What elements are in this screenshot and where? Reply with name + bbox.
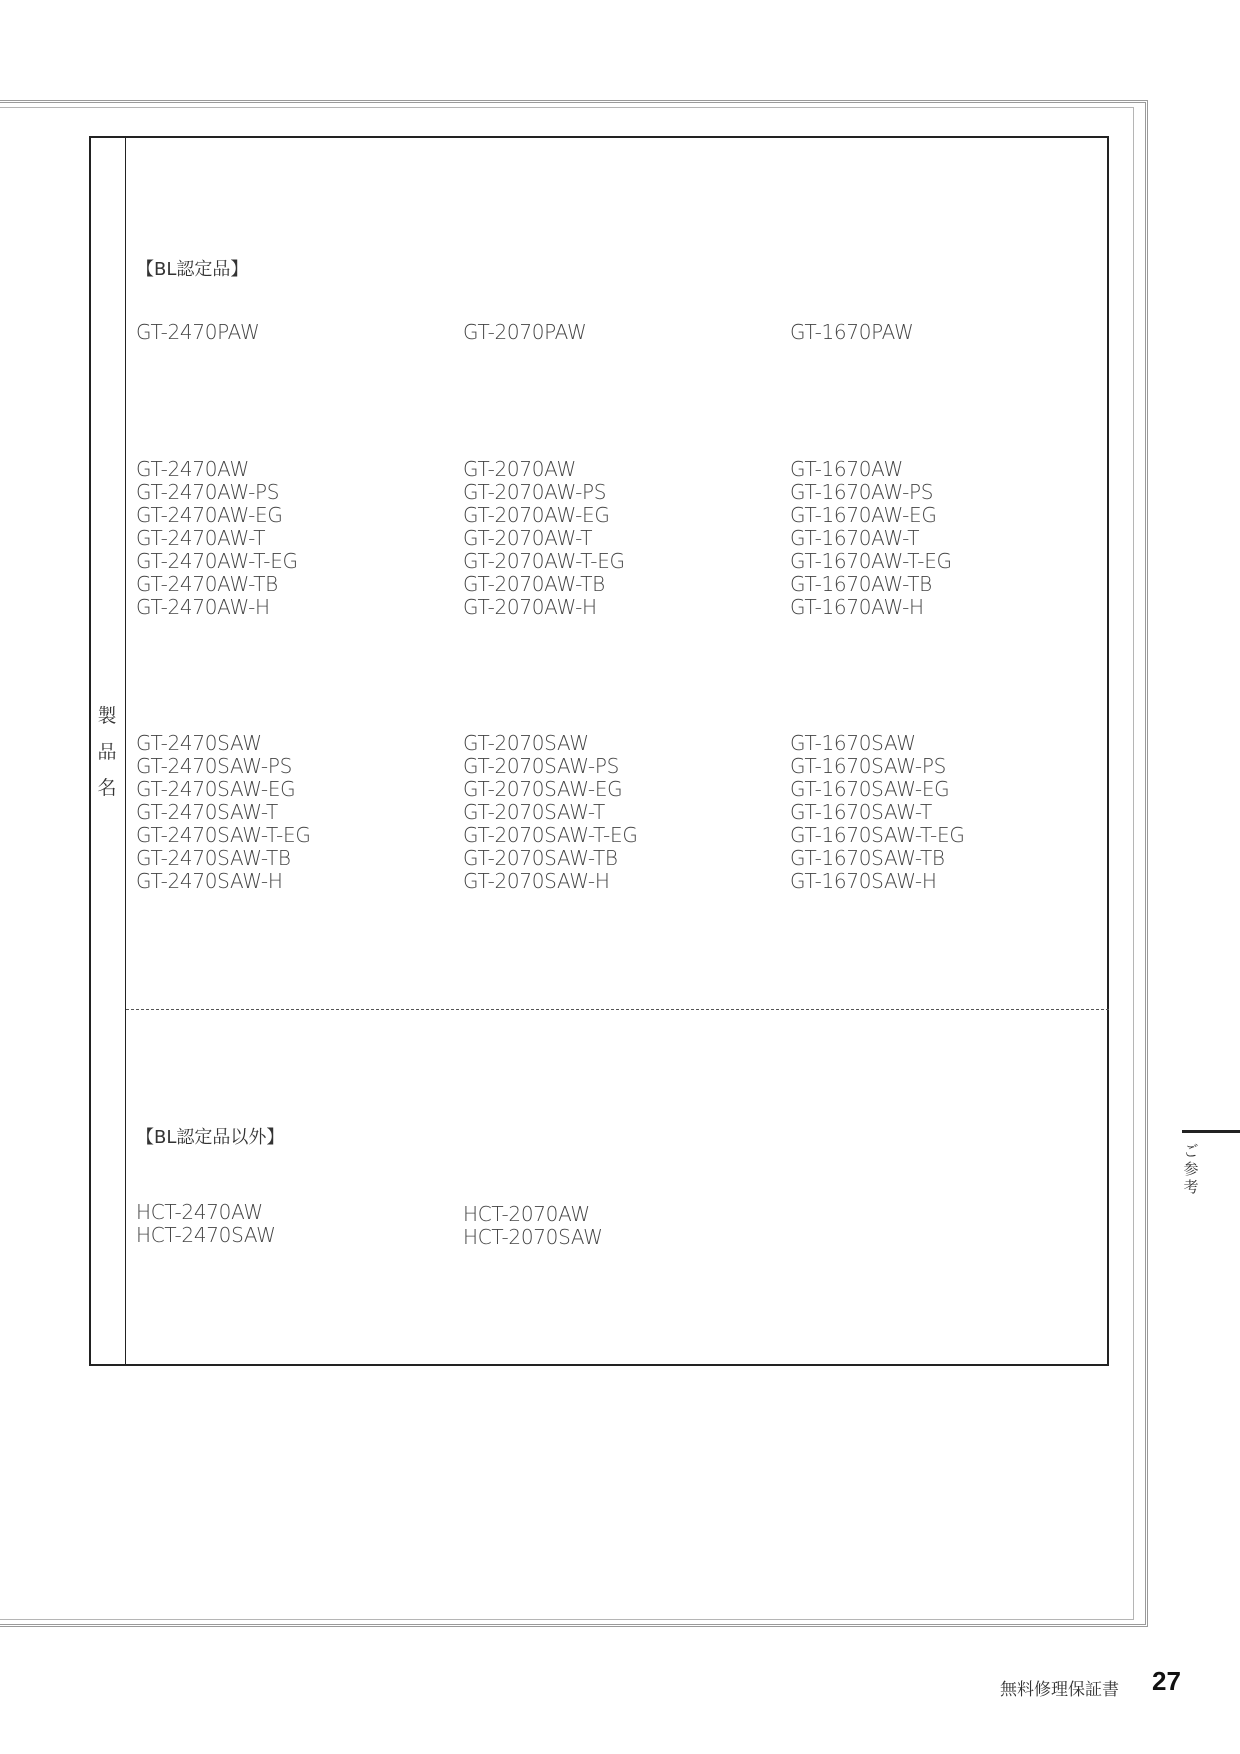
- model-name: GT-1670AW-T: [790, 526, 920, 550]
- model-name: GT-1670SAW-EG: [790, 777, 950, 801]
- model-name: GT-2470SAW-T-EG: [136, 823, 311, 847]
- model-name: GT-2470SAW-T: [136, 800, 278, 824]
- product-table: [89, 136, 1109, 1366]
- model-name: GT-1670SAW: [790, 731, 916, 755]
- model-list: [463, 458, 625, 619]
- section-divider: [126, 1009, 1109, 1010]
- model-name: GT-1670AW-H: [790, 595, 924, 619]
- footer-title: 無料修理保証書: [1000, 1680, 1119, 1700]
- model-list: [790, 732, 965, 893]
- row-label: [95, 698, 119, 806]
- model-name: GT-1670SAW-T-EG: [790, 823, 965, 847]
- model-name: GT-2470SAW-H: [136, 869, 283, 893]
- model-name: GT-2470AW-T: [136, 526, 266, 550]
- model-list: [790, 321, 913, 344]
- model-list: [790, 458, 952, 619]
- model-name: GT-2470SAW-TB: [136, 846, 291, 870]
- model-list: [463, 732, 638, 893]
- row-label-char: 名: [97, 777, 117, 799]
- side-tab-char: 考: [1183, 1178, 1199, 1196]
- model-name: GT-1670SAW-H: [790, 869, 937, 893]
- model-name: HCT-2470SAW: [136, 1223, 276, 1247]
- non-bl-section-heading: 【BL認定品以外】: [136, 1127, 285, 1148]
- model-name: GT-2470AW-H: [136, 595, 270, 619]
- bl-section-heading: 【BL認定品】: [136, 259, 249, 280]
- model-list: [463, 321, 586, 344]
- model-name: GT-2070SAW-H: [463, 869, 610, 893]
- row-label-char: 品: [97, 741, 117, 763]
- side-tab-char: ご: [1183, 1142, 1199, 1160]
- model-name: GT-1670AW-T-EG: [790, 549, 952, 573]
- model-name: GT-2470SAW: [136, 731, 262, 755]
- model-list: [463, 1203, 603, 1249]
- model-name: GT-2070AW: [463, 457, 576, 481]
- model-name: GT-1670AW-TB: [790, 572, 932, 596]
- model-name: GT-2070SAW-T: [463, 800, 605, 824]
- model-name: GT-2070AW-PS: [463, 480, 607, 504]
- model-name: GT-2470PAW: [136, 320, 260, 344]
- row-label-column: [91, 138, 126, 1364]
- model-name: GT-2470SAW-EG: [136, 777, 296, 801]
- model-name: GT-2070PAW: [463, 320, 587, 344]
- model-list: [136, 321, 259, 344]
- model-name: HCT-2070SAW: [463, 1225, 603, 1249]
- model-name: GT-2070SAW-EG: [463, 777, 623, 801]
- model-name: GT-2070AW-H: [463, 595, 597, 619]
- side-tab-char: 参: [1183, 1160, 1199, 1178]
- model-name: GT-2070AW-T-EG: [463, 549, 625, 573]
- model-name: GT-1670SAW-T: [790, 800, 932, 824]
- model-name: GT-2070SAW-PS: [463, 754, 619, 778]
- model-name: GT-1670SAW-TB: [790, 846, 945, 870]
- model-name: GT-1670SAW-PS: [790, 754, 946, 778]
- model-name: HCT-2470AW: [136, 1200, 263, 1224]
- row-label-char: 製: [97, 705, 117, 727]
- page-number: 27: [1152, 1666, 1181, 1696]
- model-name: GT-2070SAW-T-EG: [463, 823, 638, 847]
- model-name: GT-1670AW-PS: [790, 480, 934, 504]
- model-name: GT-2070AW-EG: [463, 503, 610, 527]
- side-tab-label: [1180, 1142, 1202, 1196]
- model-name: GT-2070AW-T: [463, 526, 593, 550]
- model-name: GT-2470AW-T-EG: [136, 549, 298, 573]
- model-name: GT-2470AW: [136, 457, 249, 481]
- model-list: [136, 1201, 276, 1247]
- model-name: GT-2470AW-TB: [136, 572, 278, 596]
- model-name: GT-1670AW: [790, 457, 903, 481]
- model-name: GT-2070SAW: [463, 731, 589, 755]
- model-name: GT-2070SAW-TB: [463, 846, 618, 870]
- model-name: GT-2470AW-EG: [136, 503, 283, 527]
- model-name: GT-2070AW-TB: [463, 572, 605, 596]
- model-name: GT-2470AW-PS: [136, 480, 280, 504]
- side-tab-bar: [1182, 1130, 1240, 1133]
- model-list: [136, 732, 311, 893]
- model-name: GT-1670AW-EG: [790, 503, 937, 527]
- model-name: GT-1670PAW: [790, 320, 914, 344]
- model-name: GT-2470SAW-PS: [136, 754, 292, 778]
- model-name: HCT-2070AW: [463, 1202, 590, 1226]
- model-list: [136, 458, 298, 619]
